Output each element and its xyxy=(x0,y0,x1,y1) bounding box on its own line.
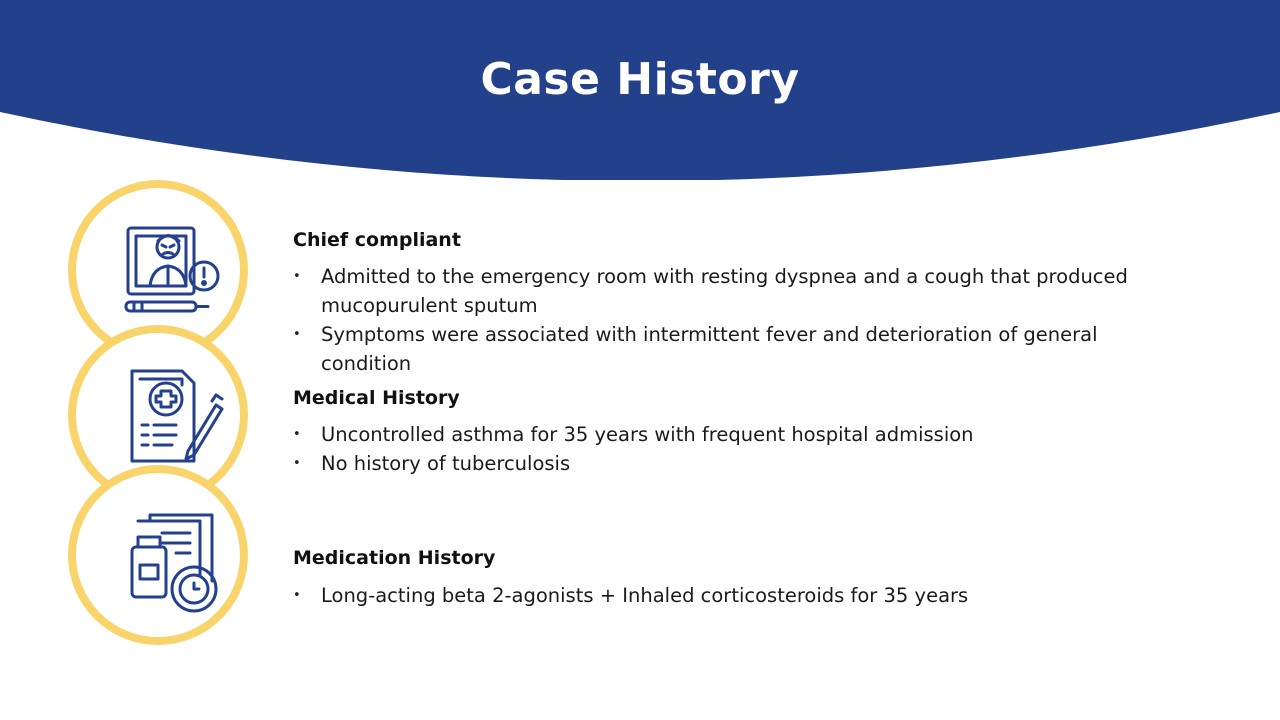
bullet-list xyxy=(293,581,1193,610)
page-title: Case History xyxy=(480,54,800,105)
section-heading: Medication History xyxy=(293,547,496,569)
section-medication-history xyxy=(293,547,1193,610)
section-medical-history xyxy=(293,387,1193,478)
section-chief-complaint xyxy=(293,229,1193,378)
section-heading: Medical History xyxy=(293,387,460,409)
list-item: • Long-acting beta 2-agonists + Inhaled corticosteroids for 35 years xyxy=(293,581,1193,610)
list-item: • Uncontrolled asthma for 35 years with frequent hospital admission xyxy=(293,420,1193,449)
section-heading: Chief compliant xyxy=(293,229,461,251)
list-item: • No history of tuberculosis xyxy=(293,449,1193,478)
bullet-list xyxy=(293,262,1193,378)
icon-circle-medication-history xyxy=(68,465,248,645)
list-item: • Admitted to the emergency room with resting dyspnea and a cough that produced mucopurulent sputum xyxy=(293,262,1193,320)
list-item: • Symptoms were associated with intermittent fever and deterioration of general condition xyxy=(293,320,1193,378)
bullet-list xyxy=(293,420,1193,478)
medication-icon xyxy=(76,473,240,637)
